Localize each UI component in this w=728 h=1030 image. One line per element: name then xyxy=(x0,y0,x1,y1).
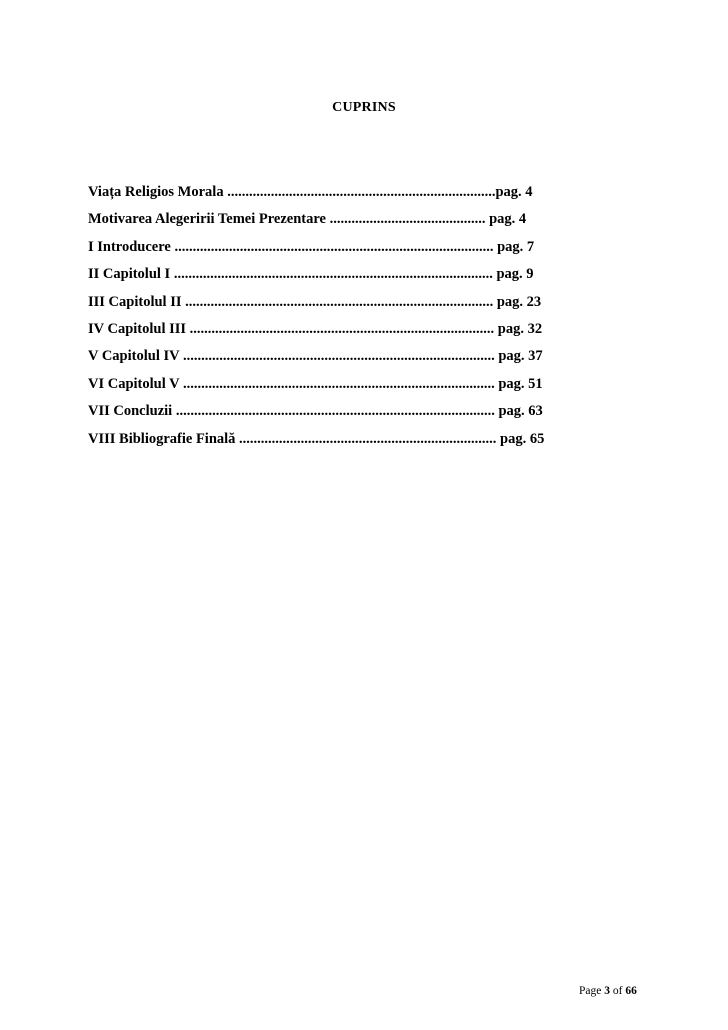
toc-entry: Viața Religios Morala ..........................................................................pag. 4 xyxy=(88,184,533,200)
toc-entry: VII Concluzii ........................................................................................ pag. 63 xyxy=(88,403,543,420)
footer-of-label: of xyxy=(612,985,623,997)
toc-entry: VI Capitolul V ...................................................................................... pag. 51 xyxy=(88,375,543,392)
footer-page-label: Page xyxy=(579,985,602,997)
footer-total-pages: 66 xyxy=(625,985,637,997)
toc-entry: IV Capitolul III .................................................................................... pag. 32 xyxy=(88,320,543,337)
toc-entry: II Capitolul I ........................................................................................ pag. 9 xyxy=(88,266,534,283)
footer-current-page: 3 xyxy=(604,985,610,997)
toc-entry: III Capitolul II ..................................................................................... pag. 23 xyxy=(88,293,542,310)
toc-entry: V Capitolul IV ...................................................................................... pag. 37 xyxy=(88,348,543,365)
page-footer xyxy=(579,985,637,997)
page-title: CUPRINS xyxy=(332,100,396,115)
toc-entry: VIII Bibliografie Finală ....................................................................... pag. 65 xyxy=(88,430,545,447)
toc-entry: Motivarea Alegeririi Temei Prezentare ........................................... pag. 4 xyxy=(88,211,527,228)
toc-entry: I Introducere ........................................................................................ pag. 7 xyxy=(88,238,535,255)
table-of-contents xyxy=(88,183,648,457)
